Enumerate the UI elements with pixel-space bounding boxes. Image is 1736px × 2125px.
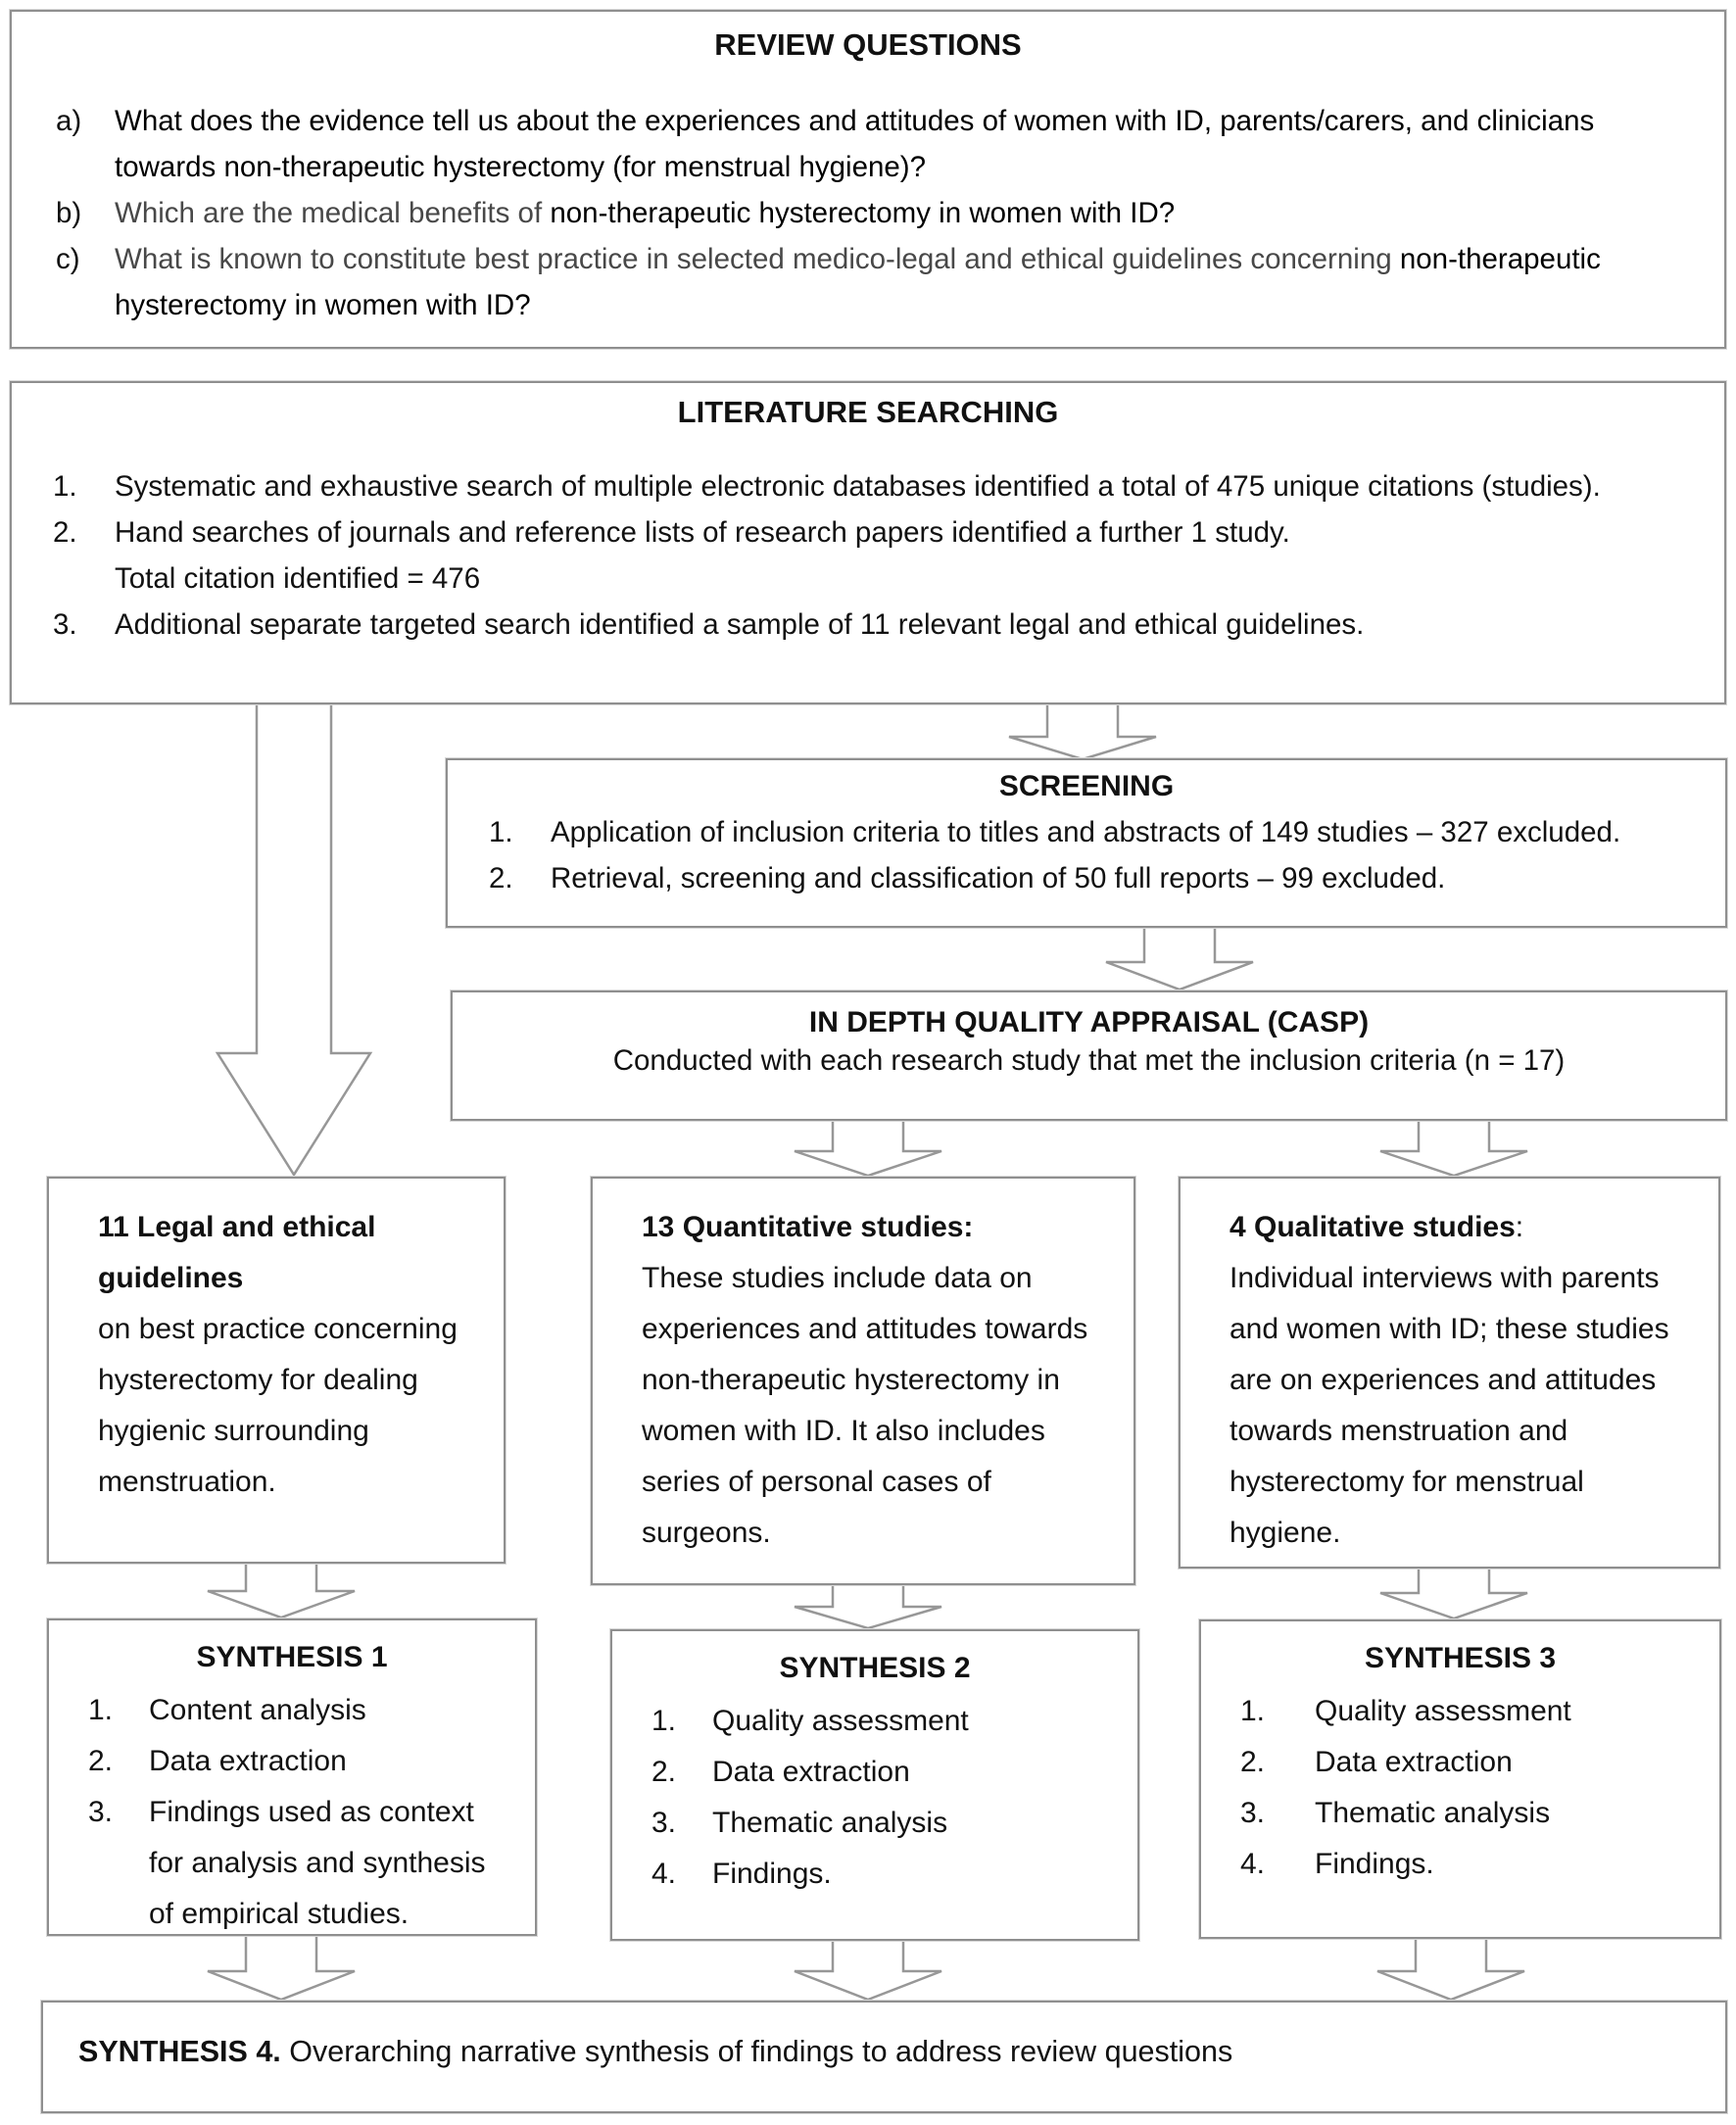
- item-text: Data extraction: [712, 1756, 910, 1788]
- item-number: 2.: [651, 1756, 677, 1788]
- literature-item-3: [12, 602, 1724, 648]
- synthesis-4-box: [41, 2001, 1727, 2113]
- synthesis-item: [612, 1798, 1137, 1849]
- box-lead-text: 4 Qualitative studies: [1230, 1211, 1516, 1243]
- item-text: Findings.: [712, 1858, 832, 1890]
- synthesis-item: [612, 1747, 1137, 1798]
- item-text: What does the evidence tell us about the experiences and attitudes of women with ID, parents/carers, and clinicians towards non-therapeutic hysterectomy (for menstrual hygiene)?: [115, 105, 1595, 183]
- down-arrow-synthesis1-to-synthesis4-icon: [208, 1934, 355, 2000]
- box-lead-text: 11 Legal and ethical guidelines: [98, 1211, 376, 1294]
- item-text: Application of inclusion criteria to titles and abstracts of 149 studies – 327 excluded.: [551, 816, 1621, 848]
- item-text: Quality assessment: [712, 1705, 969, 1737]
- item-text: Systematic and exhaustive search of multiple electronic databases identified a total of 475 unique citations (studies).: [115, 470, 1601, 503]
- synthesis-item: [612, 1696, 1137, 1747]
- synthesis-3-title: SYNTHESIS 3: [1364, 1642, 1557, 1674]
- synthesis-4-text: [43, 2003, 1725, 2073]
- review-questions-title: REVIEW QUESTIONS: [714, 27, 1022, 62]
- item-label: c): [56, 243, 80, 275]
- item-number: 3.: [53, 608, 77, 641]
- item-number: 1.: [1240, 1695, 1266, 1727]
- box-body-text: Individual interviews with parents and women with ID; these studies are on experiences and attitudes towards menstruation and hysterectomy for menstrual hygiene.: [1230, 1262, 1669, 1549]
- item-text: Data extraction: [1315, 1746, 1513, 1778]
- down-arrow-appraisal-to-qualitative-icon: [1380, 1119, 1527, 1176]
- quality-appraisal-title: IN DEPTH QUALITY APPRAISAL (CASP): [808, 1006, 1370, 1038]
- down-arrow-quantitative-to-synthesis2-icon: [795, 1583, 941, 1628]
- item-number: 2.: [1240, 1746, 1266, 1778]
- review-questions-list: [12, 98, 1724, 328]
- item-text: Additional separate targeted search identified a sample of 11 relevant legal and ethical guidelines.: [115, 608, 1365, 641]
- screening-box: [446, 758, 1727, 928]
- item-text: [115, 509, 1714, 602]
- down-arrow-qualitative-to-synthesis3-icon: [1380, 1567, 1527, 1618]
- screening-list: [448, 809, 1725, 901]
- synthesis-item: [49, 1736, 535, 1787]
- qualitative-studies-box: [1179, 1177, 1720, 1569]
- down-arrow-synthesis3-to-synthesis4-icon: [1377, 1937, 1524, 2000]
- legal-guidelines-box: [47, 1177, 506, 1564]
- synthesis-2-box: [610, 1629, 1139, 1941]
- box-body-text: These studies include data on experiences and attitudes towards non-therapeutic hysterectomy in women with ID. It also includes series of personal cases of surgeons.: [642, 1262, 1088, 1549]
- long-down-arrow-literature-to-legal-icon: [217, 702, 370, 1175]
- synthesis-item: [49, 1787, 535, 1940]
- item-number: 1.: [651, 1705, 677, 1737]
- synthesis-item: [1201, 1686, 1719, 1737]
- item-number: 1.: [53, 470, 77, 503]
- item-number: 3.: [1240, 1797, 1266, 1829]
- synthesis-1-box: [47, 1618, 537, 1936]
- item-number: 2.: [88, 1745, 114, 1777]
- item-text: Retrieval, screening and classification of 50 full reports – 99 excluded.: [551, 862, 1446, 894]
- item-text: Which are the medical benefits of non-therapeutic hysterectomy in women with ID?: [115, 197, 1176, 229]
- item-number: 1.: [489, 816, 513, 848]
- review-questions-box: [10, 10, 1726, 349]
- down-arrow-screening-to-appraisal-icon: [1106, 926, 1253, 990]
- screening-item-2: [448, 855, 1725, 901]
- synthesis-2-list: [612, 1696, 1137, 1900]
- synthesis-item: [1201, 1839, 1719, 1890]
- down-arrow-literature-to-screening-icon: [1009, 702, 1156, 759]
- box-body-text: on best practice concerning hysterectomy for dealing hygienic surrounding menstruation.: [98, 1313, 458, 1498]
- item-text: Data extraction: [149, 1745, 347, 1777]
- item-number: 3.: [651, 1807, 677, 1839]
- item-label: a): [56, 105, 82, 137]
- review-question-a: [12, 98, 1724, 190]
- item-main-text: Hand searches of journals and reference lists of research papers identified a further 1 study.: [115, 516, 1290, 549]
- item-number: 2.: [53, 516, 77, 549]
- literature-searching-list: [12, 463, 1724, 648]
- quality-appraisal-box: [451, 990, 1727, 1121]
- item-number: 1.: [88, 1694, 114, 1726]
- item-text: Findings used as context for analysis and synthesis of empirical studies.: [149, 1796, 486, 1930]
- down-arrow-appraisal-to-quantitative-icon: [795, 1119, 941, 1176]
- item-number: 4.: [651, 1858, 677, 1890]
- item-label: b): [56, 197, 82, 229]
- item-number: 3.: [88, 1796, 114, 1828]
- box-lead-colon: :: [1515, 1211, 1524, 1243]
- down-arrow-legal-to-synthesis1-icon: [208, 1562, 355, 1618]
- literature-item-2: [12, 509, 1724, 602]
- screening-title: SCREENING: [998, 770, 1175, 802]
- synthesis-3-box: [1199, 1619, 1721, 1939]
- synthesis-item: [1201, 1737, 1719, 1788]
- review-question-c: [12, 236, 1724, 328]
- item-text: Quality assessment: [1315, 1695, 1571, 1727]
- review-question-b: [12, 190, 1724, 236]
- box-lead-text: 13 Quantitative studies:: [642, 1211, 974, 1243]
- synthesis-2-title: SYNTHESIS 2: [779, 1652, 971, 1684]
- item-text: What is known to constitute best practice in selected medico-legal and ethical guidelines concerning non-therapeutic hysterectomy in women with ID?: [115, 243, 1601, 321]
- synthesis-item: [1201, 1788, 1719, 1839]
- down-arrow-synthesis2-to-synthesis4-icon: [795, 1939, 941, 2000]
- synthesis-1-title: SYNTHESIS 1: [196, 1641, 388, 1673]
- synthesis-4-description: Overarching narrative synthesis of findings to address review questions: [280, 2035, 1233, 2068]
- item-text: Findings.: [1315, 1848, 1434, 1880]
- item-sub-text: Total citation identified = 476: [115, 562, 481, 595]
- screening-item-1: [448, 809, 1725, 855]
- quantitative-studies-box: [591, 1177, 1135, 1585]
- synthesis-3-list: [1201, 1686, 1719, 1890]
- item-text: Thematic analysis: [712, 1807, 948, 1839]
- quality-appraisal-subtitle: Conducted with each research study that met the inclusion criteria (n = 17): [612, 1044, 1566, 1077]
- synthesis-4-label: SYNTHESIS 4.: [78, 2035, 281, 2068]
- item-number: 2.: [489, 862, 513, 894]
- synthesis-1-list: [49, 1685, 535, 1940]
- item-text: Thematic analysis: [1315, 1797, 1551, 1829]
- synthesis-item: [49, 1685, 535, 1736]
- literature-searching-box: [10, 381, 1726, 704]
- literature-item-1: [12, 463, 1724, 509]
- item-number: 4.: [1240, 1848, 1266, 1880]
- literature-searching-title: LITERATURE SEARCHING: [677, 395, 1059, 429]
- item-text: Content analysis: [149, 1694, 366, 1726]
- synthesis-item: [612, 1849, 1137, 1900]
